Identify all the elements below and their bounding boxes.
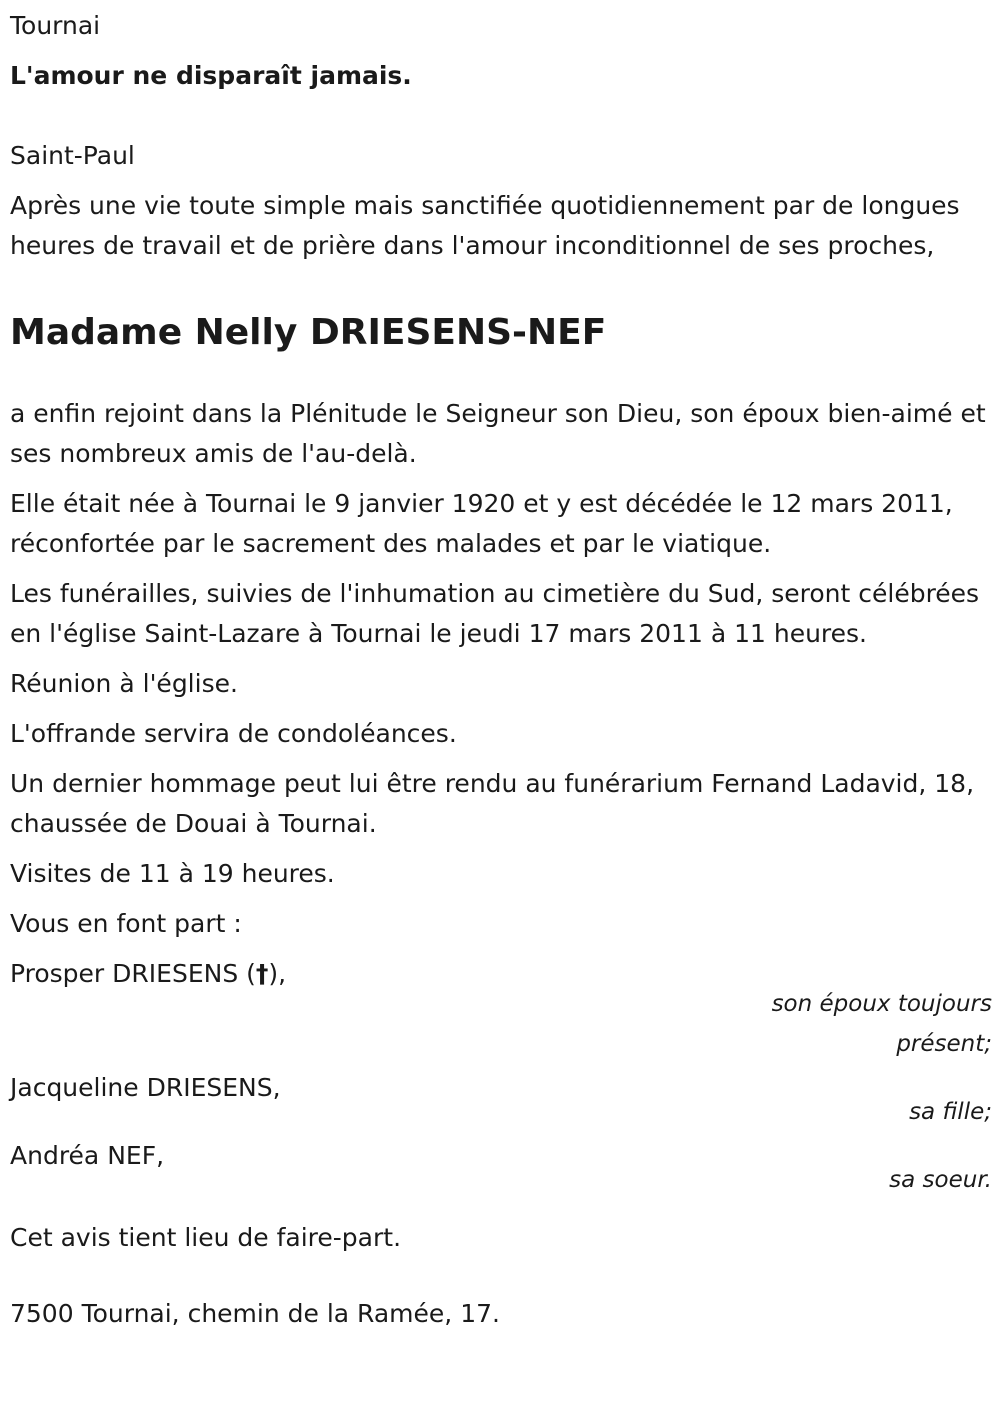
family-member-name: Andréa NEF,	[10, 1141, 165, 1170]
body-paragraph: Visites de 11 à 19 heures.	[10, 859, 335, 888]
body-paragraph: Réunion à l'église.	[10, 669, 238, 698]
obituary-notice	[10, 0, 992, 1334]
body-paragraph: a enfin rejoint dans la Plénitude le Seigneur son Dieu, son époux bien-aimé et ses nombreux amis de l'au-delà.	[10, 399, 986, 468]
family-member-relation: sa fille;	[909, 1099, 992, 1125]
city-heading: Tournai	[10, 11, 101, 40]
announce-line: Vous en font part :	[10, 909, 242, 938]
closing-line: Cet avis tient lieu de faire-part.	[10, 1223, 402, 1252]
family-member-name-suffix: ),	[268, 959, 287, 988]
body-paragraph: Les funérailles, suivies de l'inhumation au cimetière du Sud, seront célébrées en l'église Saint-Lazare à Tournai le jeudi 17 mars 2011 à 11 heures.	[10, 579, 980, 648]
body-paragraph: Un dernier hommage peut lui être rendu au funérarium Fernand Ladavid, 18, chaussée de Douai à Tournai.	[10, 769, 975, 838]
quote-attribution: Saint-Paul	[10, 141, 135, 170]
body-paragraph: L'offrande servira de condoléances.	[10, 719, 457, 748]
deceased-name: Madame Nelly DRIESENS-NEF	[10, 312, 607, 353]
family-member-relation: son époux toujours présent;	[771, 991, 992, 1057]
family-member-relation: sa soeur.	[889, 1167, 992, 1193]
family-member-name: Jacqueline DRIESENS,	[10, 1073, 281, 1102]
cross-icon: †	[255, 959, 269, 988]
body-paragraph: Elle était née à Tournai le 9 janvier 1920 et y est décédée le 12 mars 2011, réconfortée par le sacrement des malades et par le viatique.	[10, 489, 953, 558]
intro-text: Après une vie toute simple mais sanctifiée quotidiennement par de longues heures de travail et de prière dans l'amour inconditionnel de ses proches,	[10, 191, 960, 260]
motto: L'amour ne disparaît jamais.	[10, 61, 412, 90]
family-member-name-text: Prosper DRIESENS (	[10, 959, 256, 988]
family-address: 7500 Tournai, chemin de la Ramée, 17.	[10, 1299, 500, 1328]
